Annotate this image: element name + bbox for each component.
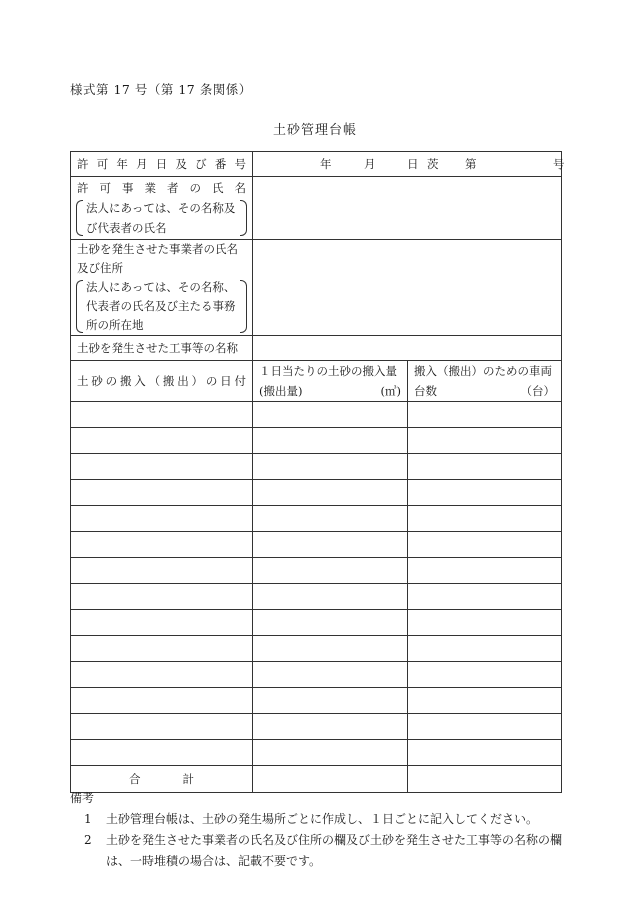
permit-date-label-char: 号 [234, 157, 246, 171]
entry-vehicles-cell[interactable] [408, 584, 562, 610]
date-column-label-char: 付 [234, 374, 246, 388]
entry-date-cell[interactable] [71, 610, 253, 636]
licensee-value[interactable] [253, 177, 562, 240]
vehicles-header-line2: 台数 [414, 384, 437, 398]
entry-volume-cell[interactable] [253, 480, 408, 506]
licensee-label-char: の [189, 181, 201, 195]
entry-volume-cell[interactable] [253, 558, 408, 584]
entry-row [71, 584, 562, 610]
note-text: 土砂を発生させた事業者の氏名及び住所の欄及び土砂を発生させた工事等の名称の欄は、一時堆積の場合は、記載不要です。 [106, 833, 563, 868]
work-name-value[interactable] [253, 336, 562, 361]
entry-volume-cell[interactable] [253, 636, 408, 662]
entry-vehicles-cell[interactable] [408, 506, 562, 532]
entry-row [71, 558, 562, 584]
date-column-label-char: 搬 [119, 374, 132, 388]
permit-date-row [71, 152, 562, 177]
entry-volume-cell[interactable] [253, 428, 408, 454]
entry-vehicles-cell[interactable] [408, 558, 562, 584]
work-name-row [71, 336, 562, 361]
entry-vehicles-cell[interactable] [408, 714, 562, 740]
total-label-char: 合 [129, 772, 141, 786]
licensee-label [71, 177, 253, 240]
entry-row [71, 428, 562, 454]
generator-note [76, 278, 247, 335]
work-name-label: 土砂を発生させた工事等の名称 [71, 336, 253, 361]
volume-unit: (㎥) [380, 384, 401, 398]
entry-volume-cell[interactable] [253, 688, 408, 714]
form-number: 様式第 17 号（第 17 条関係） [70, 82, 252, 97]
entry-row [71, 714, 562, 740]
vehicles-header-line1: 搬入（搬出）のための車両 [414, 364, 552, 378]
generator-label-line: 土砂を発生させた事業者の氏名 [77, 242, 238, 256]
licensee-note [76, 198, 247, 238]
date-column-label-char: の [105, 374, 118, 388]
licensee-label-char: 名 [234, 181, 246, 195]
entry-volume-cell[interactable] [253, 714, 408, 740]
licensee-label-char: 事 [122, 181, 134, 195]
entry-volume-cell[interactable] [253, 402, 408, 428]
date-column-label-char: 出 [177, 374, 189, 388]
permit-date-label-char: 及 [175, 157, 187, 171]
volume-header-line1: １日当たりの土砂の搬入量 [259, 364, 397, 378]
entry-volume-cell[interactable] [253, 454, 408, 480]
entry-row [71, 740, 562, 766]
entry-vehicles-cell[interactable] [408, 402, 562, 428]
licensee-label-char: 業 [144, 181, 156, 195]
date-column-label-char: 搬 [162, 374, 175, 388]
entry-row [71, 636, 562, 662]
total-label-char: 計 [182, 772, 194, 786]
licensee-label-char: 氏 [212, 181, 224, 195]
permit-date-value[interactable] [253, 152, 565, 177]
date-column-header [71, 361, 253, 402]
entry-date-cell[interactable] [71, 584, 253, 610]
generator-label-line: 及び住所 [77, 261, 123, 275]
permit-date-label-char: 許 [77, 157, 89, 171]
licensee-note-line: 法人にあっては、その名称及 [86, 201, 236, 215]
entry-row [71, 662, 562, 688]
entry-volume-cell[interactable] [253, 584, 408, 610]
permit-date-label-char: 可 [96, 157, 109, 171]
date-column-label-char: （ [148, 374, 161, 388]
entry-vehicles-cell[interactable] [408, 662, 562, 688]
permit-year-unit: 年 [320, 157, 332, 171]
entry-vehicles-cell[interactable] [408, 636, 562, 662]
form-title: 土砂管理台帳 [272, 123, 357, 138]
generator-value[interactable] [253, 240, 562, 336]
permit-date-label-char: 年 [116, 157, 128, 171]
notes-heading: 備考 [70, 791, 95, 805]
permit-date-label-char: 日 [155, 157, 168, 171]
date-column-label-char: ） [191, 374, 203, 388]
date-column-label-char: 砂 [91, 374, 103, 388]
licensee-note-line: び代表者の氏名 [86, 221, 167, 235]
entry-row [71, 610, 562, 636]
generator-note-line: 所の所在地 [86, 318, 144, 332]
generator-note-line: 代表者の氏名及び主たる事務 [86, 299, 236, 313]
note-number: 2 [84, 833, 92, 847]
entry-date-cell[interactable] [71, 506, 253, 532]
volume-header-line2: (搬出量) [259, 384, 303, 398]
entry-row [71, 480, 562, 506]
permit-date-label-char: 月 [136, 157, 148, 171]
permit-prefix: 茨 [427, 157, 439, 171]
entry-vehicles-cell[interactable] [408, 480, 562, 506]
entry-row [71, 402, 562, 428]
note-item [70, 830, 570, 872]
permit-go: 号 [553, 157, 565, 171]
entry-date-cell[interactable] [71, 558, 253, 584]
licensee-row [71, 177, 562, 240]
entry-date-cell[interactable] [71, 428, 253, 454]
permit-date-label [71, 152, 253, 177]
licensee-label-char: 許 [77, 181, 89, 195]
entry-volume-cell[interactable] [253, 740, 408, 766]
vehicles-column-header [408, 361, 562, 402]
generator-label [71, 240, 253, 336]
permit-day-unit: 日 [407, 157, 419, 171]
column-header-row [71, 361, 562, 402]
entry-date-cell[interactable] [71, 740, 253, 766]
permit-dai: 第 [465, 157, 477, 171]
note-item [70, 809, 570, 830]
note-number: 1 [84, 812, 92, 826]
entry-volume-cell[interactable] [253, 662, 408, 688]
entry-date-cell[interactable] [71, 636, 253, 662]
licensee-label-char: 者 [167, 181, 179, 195]
entry-date-cell[interactable] [71, 480, 253, 506]
entry-date-cell[interactable] [71, 402, 253, 428]
date-column-label-char: 土 [77, 374, 89, 388]
volume-column-header [253, 361, 408, 402]
entry-date-cell[interactable] [71, 688, 253, 714]
entry-date-cell[interactable] [71, 662, 253, 688]
permit-date-label-char: 番 [214, 157, 227, 171]
entry-date-cell[interactable] [71, 532, 253, 558]
entry-row [71, 506, 562, 532]
notes-section [70, 788, 570, 872]
permit-date-label-char: び [195, 157, 207, 171]
permit-date-label-text [77, 154, 246, 174]
entry-date-cell[interactable] [71, 454, 253, 480]
licensee-label-char: 可 [99, 181, 111, 195]
entry-vehicles-cell[interactable] [408, 428, 562, 454]
soil-register-table [70, 151, 565, 793]
date-column-label-char: の [205, 374, 218, 388]
entry-volume-cell[interactable] [253, 532, 408, 558]
entry-volume-cell[interactable] [253, 610, 408, 636]
entry-row [71, 454, 562, 480]
entry-row [71, 532, 562, 558]
entry-row [71, 688, 562, 714]
entry-volume-cell[interactable] [253, 506, 408, 532]
entry-vehicles-cell[interactable] [408, 454, 562, 480]
note-text: 土砂管理台帳は、土砂の発生場所ごとに作成し、１日ごとに記入してください。 [106, 812, 539, 826]
licensee-label-text [77, 178, 246, 198]
permit-month-unit: 月 [364, 157, 376, 171]
date-column-label-char: 日 [220, 374, 232, 388]
date-column-label-char: 入 [134, 374, 146, 388]
entry-vehicles-cell[interactable] [408, 740, 562, 766]
date-column-label [77, 371, 246, 391]
generator-row [71, 240, 562, 336]
vehicles-unit: （台） [520, 384, 555, 398]
generator-note-line: 法人にあっては、その名称、 [86, 280, 236, 294]
entry-vehicles-cell[interactable] [408, 688, 562, 714]
entry-date-cell[interactable] [71, 714, 253, 740]
entry-vehicles-cell[interactable] [408, 610, 562, 636]
entry-vehicles-cell[interactable] [408, 532, 562, 558]
